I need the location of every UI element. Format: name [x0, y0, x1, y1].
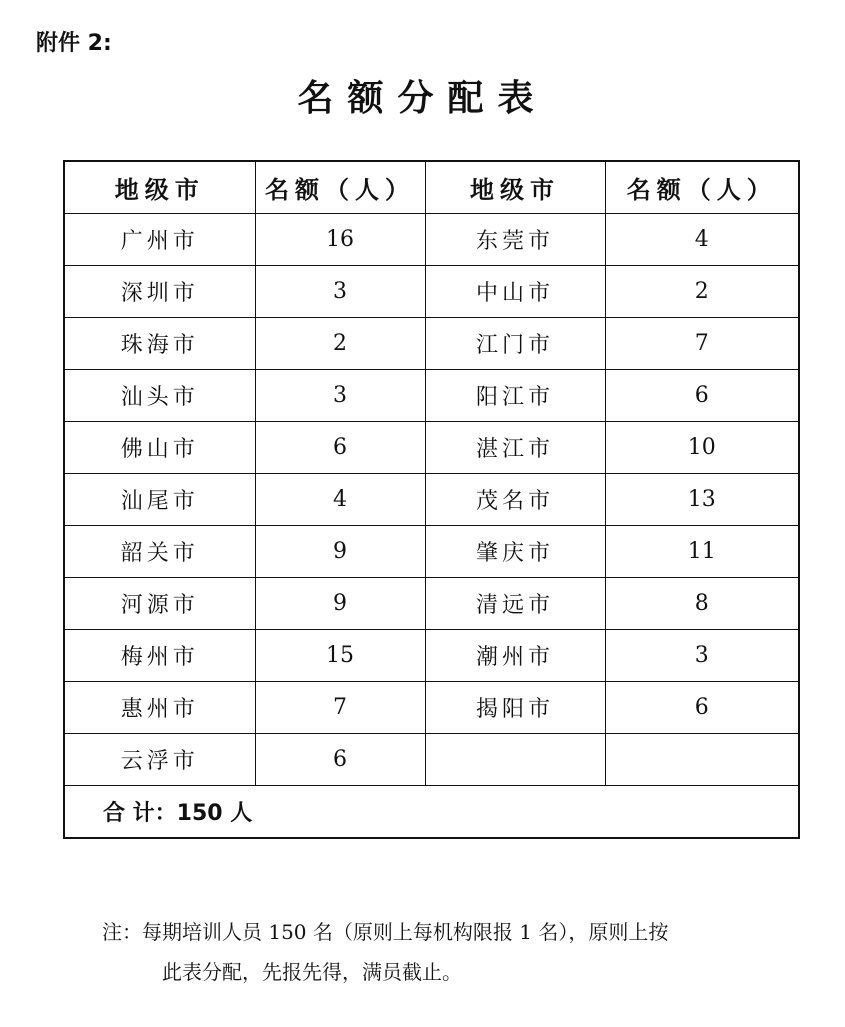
quota-cell: 11 — [605, 526, 799, 578]
city-cell: 河源市 — [64, 578, 255, 630]
city-cell: 梅州市 — [64, 630, 255, 682]
city-cell: 佛山市 — [64, 422, 255, 474]
table-row — [64, 682, 799, 734]
quota-cell: 6 — [255, 422, 425, 474]
quota-cell: 3 — [255, 370, 425, 422]
table-row — [64, 630, 799, 682]
quota-cell: 8 — [605, 578, 799, 630]
table-row — [64, 318, 799, 370]
city-cell: 茂名市 — [425, 474, 605, 526]
city-cell: 深圳市 — [64, 266, 255, 318]
quota-cell: 9 — [255, 526, 425, 578]
quota-cell: 2 — [605, 266, 799, 318]
table-row — [64, 214, 799, 266]
quota-cell: 7 — [255, 682, 425, 734]
table-header-row — [64, 161, 799, 214]
city-cell: 中山市 — [425, 266, 605, 318]
quota-cell: 9 — [255, 578, 425, 630]
total-row — [64, 786, 799, 839]
city-cell: 汕头市 — [64, 370, 255, 422]
quota-cell: 4 — [255, 474, 425, 526]
city-cell: 汕尾市 — [64, 474, 255, 526]
quota-cell: 6 — [255, 734, 425, 786]
document-title: 名额分配表 — [297, 78, 548, 119]
city-cell — [425, 734, 605, 786]
city-cell: 东莞市 — [425, 214, 605, 266]
quota-cell: 6 — [605, 682, 799, 734]
quota-cell: 16 — [255, 214, 425, 266]
header-city-right: 地级市 — [425, 161, 605, 214]
footnote-line-1: 注：每期培训人员 150 名（原则上每机构限报 1 名），原则上按 — [102, 920, 669, 944]
quota-cell: 7 — [605, 318, 799, 370]
total-cell: 合 计：150 人 — [64, 786, 799, 839]
header-quota-right: 名额（人） — [605, 161, 799, 214]
table-row — [64, 474, 799, 526]
header-city-left: 地级市 — [64, 161, 255, 214]
quota-cell: 15 — [255, 630, 425, 682]
footnote — [102, 912, 812, 992]
quota-cell: 2 — [255, 318, 425, 370]
city-cell: 湛江市 — [425, 422, 605, 474]
quota-cell — [605, 734, 799, 786]
table-row — [64, 578, 799, 630]
footnote-line-2: 此表分配，先报先得，满员截止。 — [162, 960, 462, 984]
quota-cell: 4 — [605, 214, 799, 266]
city-cell: 韶关市 — [64, 526, 255, 578]
table-row — [64, 370, 799, 422]
header-quota-left: 名额（人） — [255, 161, 425, 214]
quota-cell: 10 — [605, 422, 799, 474]
city-cell: 揭阳市 — [425, 682, 605, 734]
city-cell: 广州市 — [64, 214, 255, 266]
city-cell: 肇庆市 — [425, 526, 605, 578]
city-cell: 珠海市 — [64, 318, 255, 370]
quota-cell: 13 — [605, 474, 799, 526]
city-cell: 云浮市 — [64, 734, 255, 786]
table-row — [64, 422, 799, 474]
quota-table — [63, 160, 800, 839]
table-row — [64, 266, 799, 318]
attachment-label: 附件 2: — [36, 31, 112, 56]
table-row — [64, 526, 799, 578]
city-cell: 江门市 — [425, 318, 605, 370]
quota-cell: 3 — [605, 630, 799, 682]
table-row — [64, 734, 799, 786]
quota-cell: 6 — [605, 370, 799, 422]
city-cell: 清远市 — [425, 578, 605, 630]
city-cell: 阳江市 — [425, 370, 605, 422]
city-cell: 潮州市 — [425, 630, 605, 682]
city-cell: 惠州市 — [64, 682, 255, 734]
quota-cell: 3 — [255, 266, 425, 318]
